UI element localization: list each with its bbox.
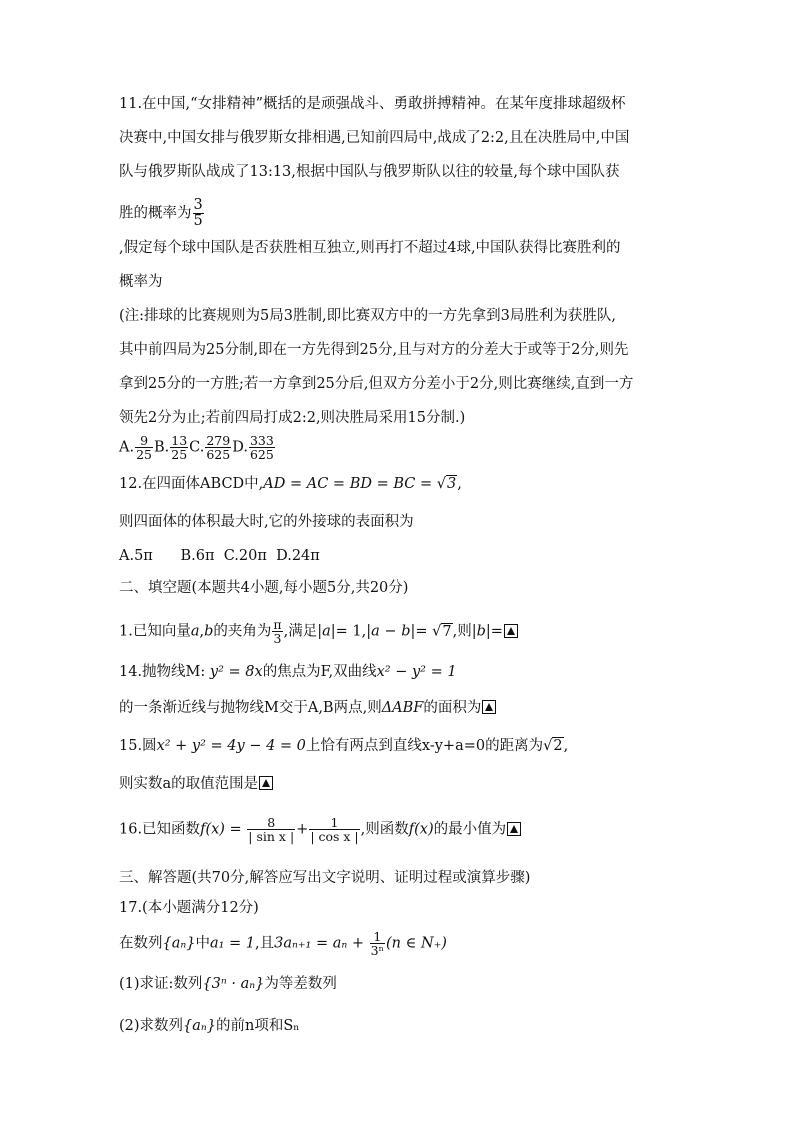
q13-text-6: ,则| bbox=[452, 623, 477, 640]
q17-part-1-end: 为等差数列 bbox=[264, 976, 337, 992]
circle-equation: x² + y² = 4y − 4 = 0 bbox=[156, 738, 306, 754]
q16-line bbox=[119, 814, 679, 866]
q14-text-1: 14.抛物线M: bbox=[119, 664, 210, 680]
q17-text-3: ,且 bbox=[255, 935, 275, 952]
q12-options: A.5π B.6π C.20π D.24π bbox=[119, 548, 320, 564]
function-f: f bbox=[200, 821, 206, 838]
answer-blank-triangle-icon bbox=[482, 700, 496, 714]
q15-line-1 bbox=[119, 738, 679, 776]
q11-note-line-1: (注:排球的比赛规则为5局3胜制,即比赛双方中的一方先拿到3局胜利为获胜队, bbox=[119, 308, 616, 324]
q13-sqrt: √7 bbox=[432, 623, 452, 640]
vector-b: b bbox=[476, 623, 486, 640]
q17-text-2: 中 bbox=[195, 935, 210, 952]
function-arg: (x) bbox=[414, 821, 434, 838]
fraction-denominator: | cos x | bbox=[310, 829, 359, 845]
q13-text-3: ,满足| bbox=[283, 623, 323, 640]
q12-radicand: 3 bbox=[446, 476, 457, 492]
q12-line-1-text: 12.在四面体ABCD中, bbox=[119, 476, 264, 492]
q15-comma: , bbox=[563, 738, 569, 754]
q12-comma: , bbox=[457, 476, 462, 492]
sequence-an: {aₙ} bbox=[183, 1018, 217, 1034]
q17-part-1 bbox=[119, 976, 679, 1018]
q16-fraction-2 bbox=[309, 816, 359, 843]
q13-angle-fraction bbox=[272, 618, 282, 645]
q11-line-3: 队与俄罗斯队战成了13:13,根据中国队与俄罗斯队以往的较量,每个球中国队获 bbox=[119, 164, 620, 180]
q15-radicand: 2 bbox=[553, 738, 563, 754]
q16-text-2: ,则函数 bbox=[360, 821, 409, 838]
exam-content bbox=[119, 96, 679, 1048]
q11-line-5: ,假定每个球中国队是否获胜相互独立,则再打不超过4球,中国队获得比赛胜利的 bbox=[119, 240, 621, 256]
q13-text-1: 1.已知向量 bbox=[119, 623, 191, 640]
option-c-fraction bbox=[205, 434, 231, 461]
fraction-numerator: π bbox=[273, 617, 282, 632]
q13-text-2: 的夹角为 bbox=[213, 623, 272, 640]
option-b-label: B. bbox=[154, 439, 170, 456]
option-a-fraction bbox=[135, 434, 153, 461]
q15-text-1: 15.圆 bbox=[119, 738, 157, 754]
q15-sqrt: √2 bbox=[543, 738, 563, 754]
fraction-denominator: 625 bbox=[206, 447, 231, 463]
section-3-heading: 三、解答题(共70分,解答应写出文字说明、证明过程或演算步骤) bbox=[119, 870, 531, 886]
fraction-denominator: 3 bbox=[273, 631, 282, 647]
q14-text-2: 的焦点为F,双曲线 bbox=[262, 664, 377, 680]
section-2-heading: 二、填空题(本题共4小题,每小题5分,共20分) bbox=[119, 580, 409, 596]
option-d-fraction bbox=[249, 434, 275, 461]
vector-b: b bbox=[204, 623, 214, 640]
sequence-an: {aₙ} bbox=[162, 935, 196, 952]
fraction-denominator: 25 bbox=[136, 447, 152, 463]
fraction-numerator: 333 bbox=[249, 433, 274, 448]
q13-text-4: |= 1,| bbox=[330, 623, 372, 640]
q11-note-line-4: 领先2分为止;若前四局打成2:2,则决胜局采用15分制.) bbox=[119, 410, 466, 426]
q12-equation: AD = AC = BD = BC = bbox=[263, 476, 437, 492]
q14-line-2 bbox=[119, 700, 679, 738]
function-arg: (x) = bbox=[205, 821, 247, 838]
q17-text-1: 在数列 bbox=[119, 935, 163, 952]
q13-text-5: |= bbox=[410, 623, 433, 640]
fraction-denominator: 3ⁿ bbox=[370, 943, 385, 959]
recurrence-relation: 3aₙ₊₁ = aₙ + bbox=[274, 935, 369, 952]
q11-probability-fraction bbox=[193, 198, 204, 229]
vector-b: b bbox=[401, 623, 411, 640]
option-d-label: D. bbox=[232, 439, 248, 456]
fraction-denominator: | sin x | bbox=[248, 829, 295, 845]
triangle-abf: ΔABF bbox=[381, 700, 424, 716]
sequence-3n-an: {3ⁿ · aₙ} bbox=[202, 976, 265, 992]
q17-line-1 bbox=[119, 930, 679, 976]
option-b-fraction bbox=[170, 434, 188, 461]
q17-part-2-text: (2)求数列 bbox=[119, 1018, 184, 1034]
q17-header: 17.(本小题满分12分) bbox=[119, 900, 259, 916]
q17-part-2 bbox=[119, 1018, 679, 1048]
q14-line-1 bbox=[119, 660, 679, 700]
q16-fraction-1 bbox=[247, 816, 295, 843]
q11-note-line-3: 拿到25分的一方胜;若一方拿到25分后,但双方分差小于2分,则比赛继续,直到一方 bbox=[119, 376, 634, 392]
q13-line bbox=[119, 618, 679, 660]
vector-a: a bbox=[371, 623, 380, 640]
fraction-denominator: 25 bbox=[171, 447, 188, 463]
option-c-label: C. bbox=[189, 439, 205, 456]
q11-line-6: 概率为 bbox=[119, 274, 163, 290]
q12-line-2: 则四面体的体积最大时,它的外接球的表面积为 bbox=[119, 514, 414, 530]
q17-part-1-text: (1)求证:数列 bbox=[119, 976, 203, 992]
q13-radicand: 7 bbox=[442, 623, 452, 640]
answer-blank-triangle-icon bbox=[507, 822, 521, 836]
fraction-denominator: 625 bbox=[249, 447, 274, 463]
q15-text-2: 上恰有两点到直线x-y+a=0的距离为 bbox=[305, 738, 544, 754]
option-a-label: A. bbox=[119, 439, 135, 456]
q16-text-1: 16.已知函数 bbox=[119, 821, 201, 838]
q13-text-7: |= bbox=[485, 623, 503, 640]
q14-text-3: 的一条渐近线与抛物线M交于A,B两点,则 bbox=[119, 700, 382, 716]
answer-blank-triangle-icon bbox=[259, 776, 273, 790]
domain-condition: (n ∈ N₊) bbox=[386, 935, 447, 952]
fraction-numerator: 9 bbox=[140, 433, 149, 448]
fraction-numerator: 279 bbox=[206, 433, 231, 448]
q12-sqrt: √3 bbox=[436, 476, 457, 492]
fraction-numerator: 8 bbox=[267, 815, 276, 830]
q11-line-4-text: 胜的概率为 bbox=[119, 205, 192, 222]
hyperbola-equation: x² − y² = 1 bbox=[376, 664, 457, 680]
fraction-numerator: 13 bbox=[171, 433, 188, 448]
q17-part-2-end: 的前n项和Sₙ bbox=[216, 1018, 300, 1034]
fraction-numerator: 3 bbox=[193, 197, 203, 213]
plus-sign: + bbox=[296, 821, 309, 838]
q15-line-2 bbox=[119, 776, 679, 814]
answer-blank-triangle-icon bbox=[504, 624, 518, 638]
q14-text-4: 的面积为 bbox=[423, 700, 482, 716]
vector-a: a bbox=[322, 623, 331, 640]
first-term: a₁ = 1 bbox=[209, 935, 256, 952]
q17-fraction bbox=[370, 930, 385, 957]
q13-comma: , bbox=[199, 623, 205, 640]
minus-sign: − bbox=[379, 623, 402, 640]
fraction-numerator: 1 bbox=[373, 929, 382, 944]
function-f: f bbox=[408, 821, 415, 838]
q16-text-3: 的最小值为 bbox=[433, 821, 507, 838]
q11-options bbox=[119, 434, 679, 474]
q11-line-2: 决赛中,中国女排与俄罗斯女排相遇,已知前四局中,战成了2:2,且在决胜局中,中国 bbox=[119, 130, 630, 146]
q12-line-1 bbox=[119, 474, 679, 514]
fraction-denominator: 5 bbox=[193, 213, 203, 230]
fraction-numerator: 1 bbox=[330, 815, 339, 830]
q11-line-1: 11.在中国,“女排精神”概括的是顽强战斗、勇敢拼搏精神。在某年度排球超级杯 bbox=[119, 96, 626, 112]
q11-line-4 bbox=[119, 198, 679, 240]
q15-text-3: 则实数a的取值范围是 bbox=[119, 776, 259, 792]
q11-note-line-2: 其中前四局为25分制,即在一方先得到25分,且与对方的分差大于或等于2分,则先 bbox=[119, 342, 629, 358]
vector-a: a bbox=[190, 623, 200, 640]
parabola-equation: y² = 8x bbox=[209, 664, 263, 680]
